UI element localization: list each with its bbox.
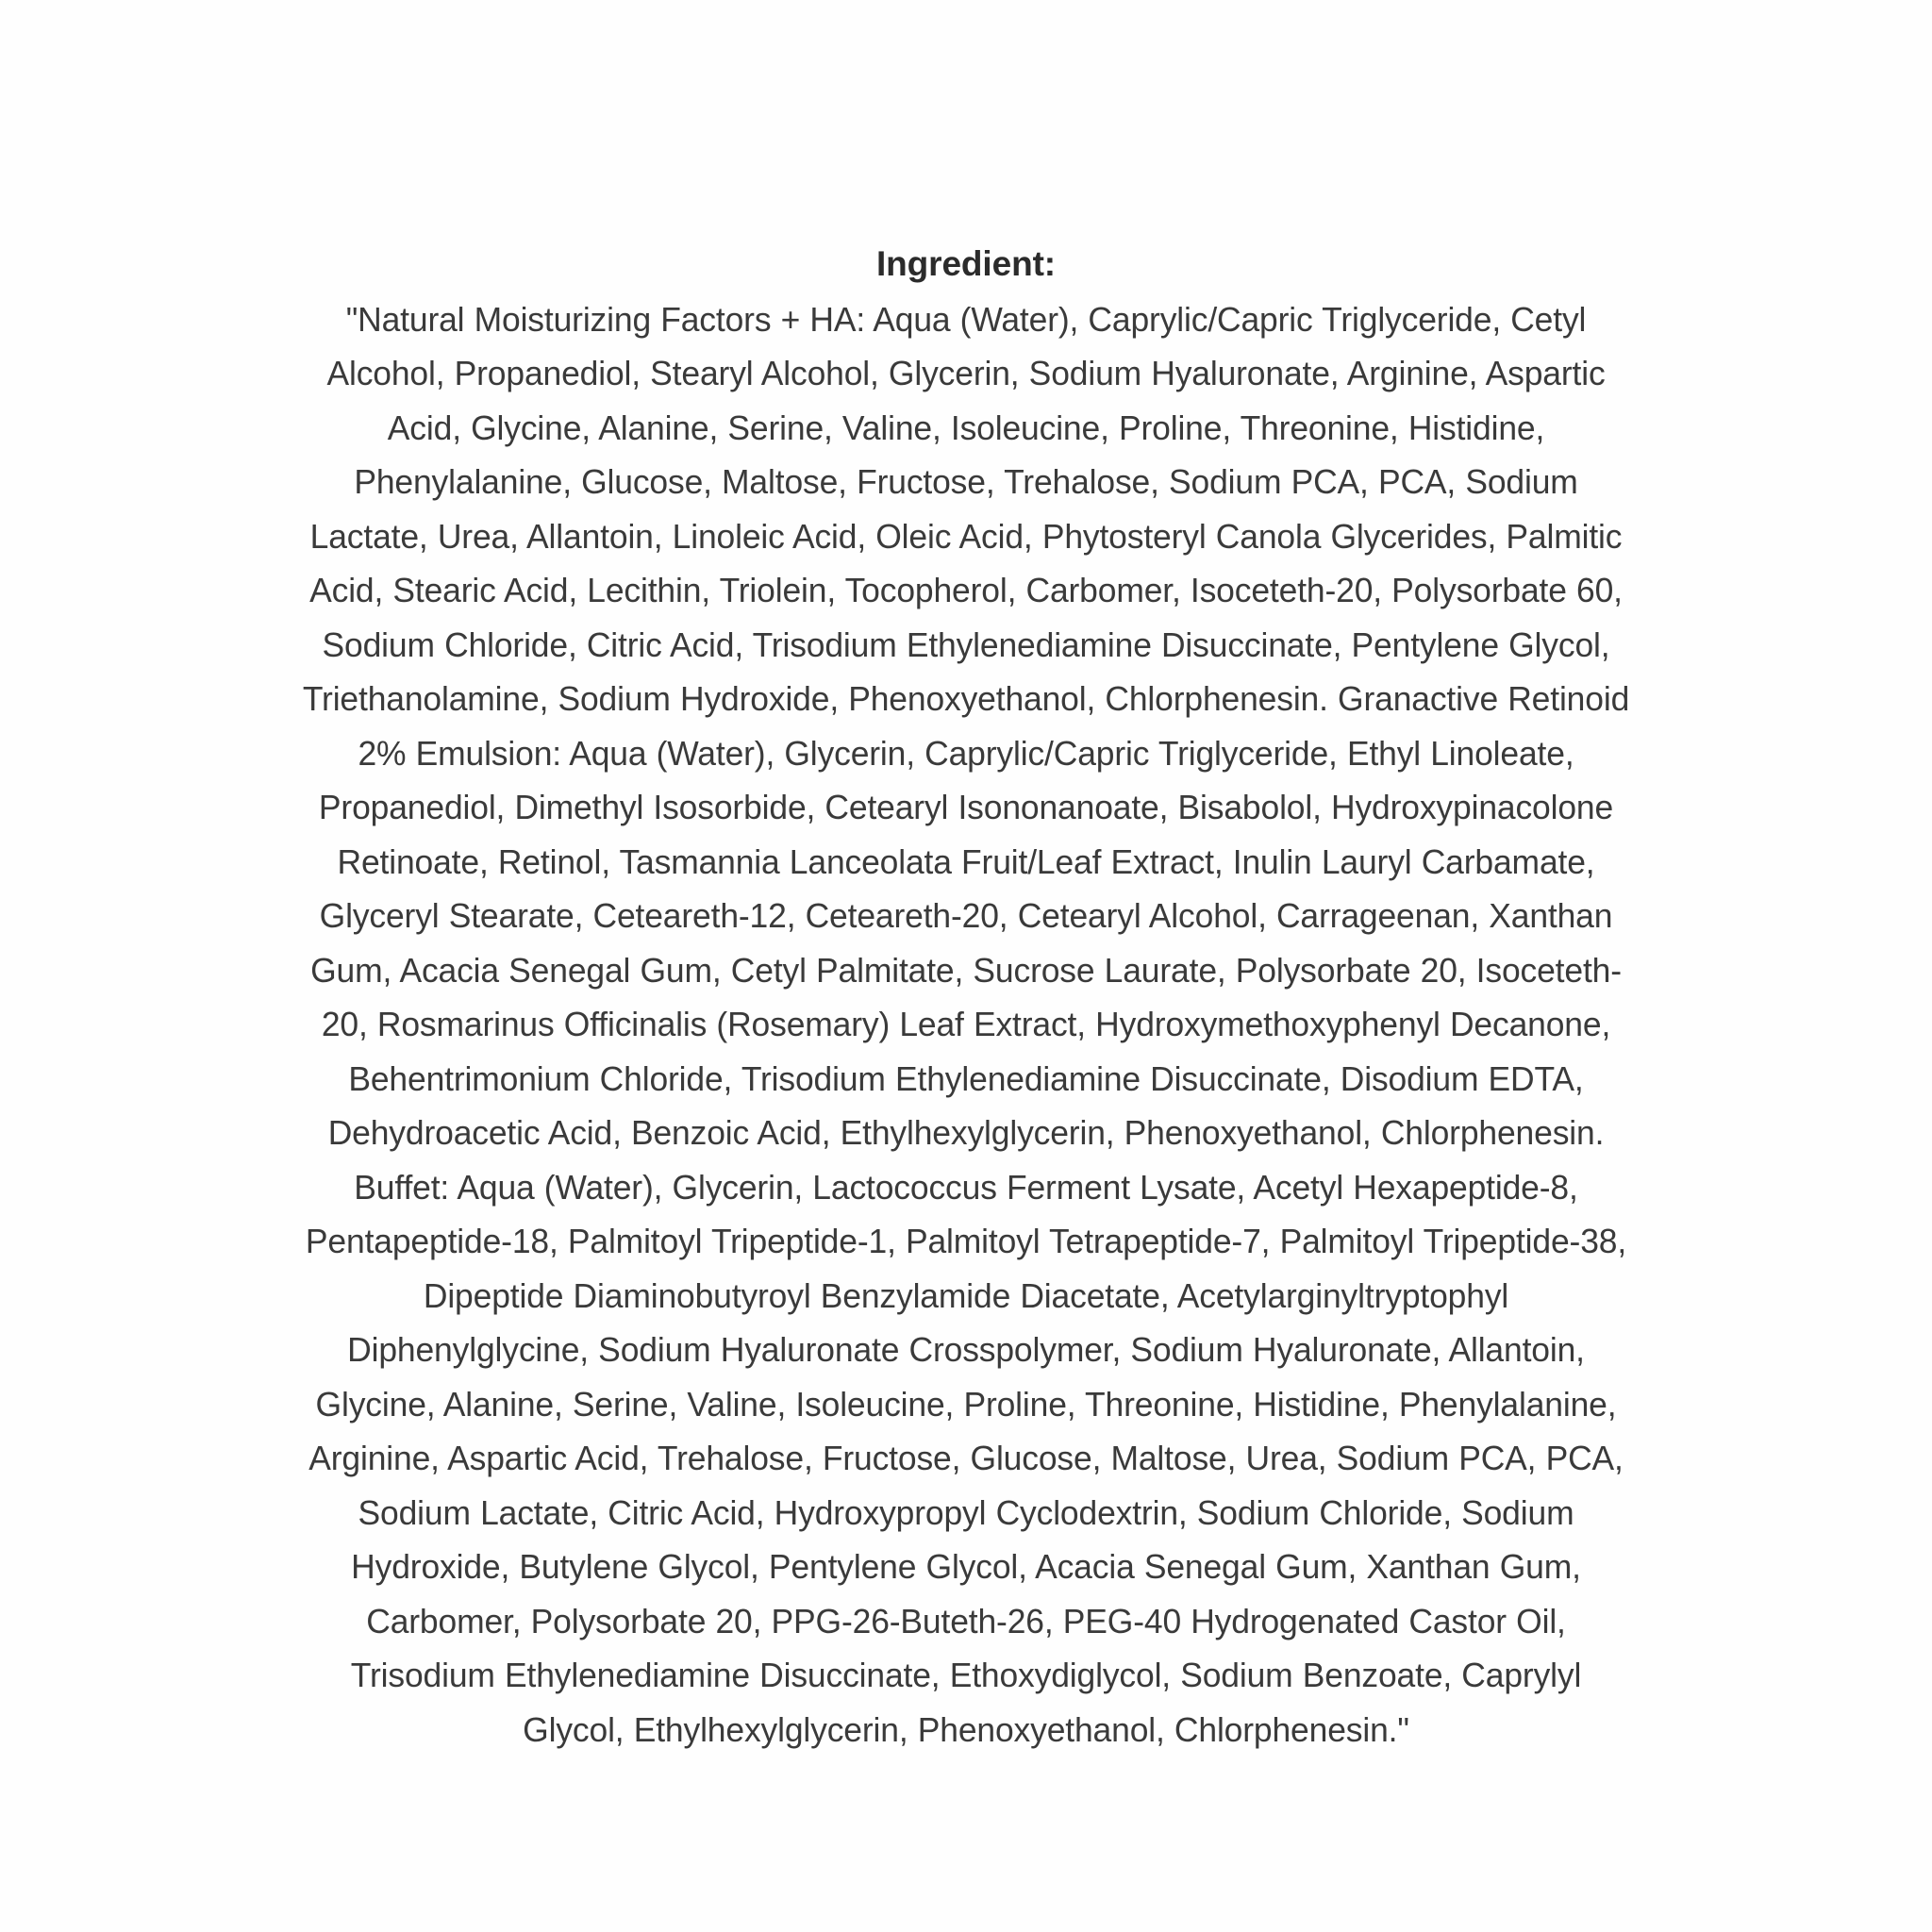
ingredient-heading: Ingredient: xyxy=(875,244,1057,283)
ingredient-content-block xyxy=(291,243,1641,1757)
ingredient-list-text: "Natural Moisturizing Factors + HA: Aqua (Water), Caprylic/Capric Triglyceride, Cetyl Alcohol, Propanediol, Stearyl Alcohol, Glycerin, Sodium Hyaluronate, Arginine, Aspartic Acid, Glycine, Alanine, Serine, Valine, Isoleucine, Proline, Threonine, Histidine, Phenylalanine, Glucose, Maltose, Fructose, Trehalose, Sodium PCA, PCA, Sodium Lactate, Urea, Allantoin, Linoleic Acid, Oleic Acid, Phytosteryl Canola Glycerides, Palmitic Acid, Stearic Acid, Lecithin, Triolein, Tocopherol, Carbomer, Isoceteth-20, Polysorbate 60, Sodium Chloride, Citric Acid, Trisodium Ethylenediamine Disuccinate, Pentylene Glycol, Triethanolamine, Sodium Hydroxide, Phenoxyethanol, Chlorphenesin. Granactive Retinoid 2% Emulsion: Aqua (Water), Glycerin, Caprylic/Capric Triglyceride, Ethyl Linoleate, Propanediol, Dimethyl Isosorbide, Cetearyl Isononanoate, Bisabolol, Hydroxypinacolone Retinoate, Retinol, Tasmannia Lanceolata Fruit/Leaf Extract, Inulin Lauryl Carbamate, Glyceryl Stearate, Ceteareth-12, Ceteareth-20, Cetearyl Alcohol, Carrageenan, Xanthan Gum, Acacia Senegal Gum, Cetyl Palmitate, Sucrose Laurate, Polysorbate 20, Isoceteth-20, Rosmarinus Officinalis (Rosemary) Leaf Extract, Hydroxymethoxyphenyl Decanone, Behentrimonium Chloride, Trisodium Ethylenediamine Disuccinate, Disodium EDTA, Dehydroacetic Acid, Benzoic Acid, Ethylhexylglycerin, Phenoxyethanol, Chlorphenesin. Buffet: Aqua (Water), Glycerin, Lactococcus Ferment Lysate, Acetyl Hexapeptide-8, Pentapeptide-18, Palmitoyl Tripeptide-1, Palmitoyl Tetrapeptide-7, Palmitoyl Tripeptide-38, Dipeptide Diaminobutyroyl Benzylamide Diacetate, Acetylarginyltryptophyl Diphenylglycine, Sodium Hyaluronate Crosspolymer, Sodium Hyaluronate, Allantoin, Glycine, Alanine, Serine, Valine, Isoleucine, Proline, Threonine, Histidine, Phenylalanine, Arginine, Aspartic Acid, Trehalose, Fructose, Glucose, Maltose, Urea, Sodium PCA, PCA, Sodium Lactate, Citric Acid, Hydroxypropyl Cyclodextrin, Sodium Chloride, Sodium Hydroxide, Butylene Glycol, Pentylene Glycol, Acacia Senegal Gum, Xanthan Gum, Carbomer, Polysorbate 20, PPG-26-Buteth-26, PEG-40 Hydrogenated Castor Oil, Trisodium Ethylenediamine Disuccinate, Ethoxydiglycol, Sodium Benzoate, Caprylyl Glycol, Ethylhexylglycerin, Phenoxyethanol, Chlorphenesin." xyxy=(302,299,1630,1749)
